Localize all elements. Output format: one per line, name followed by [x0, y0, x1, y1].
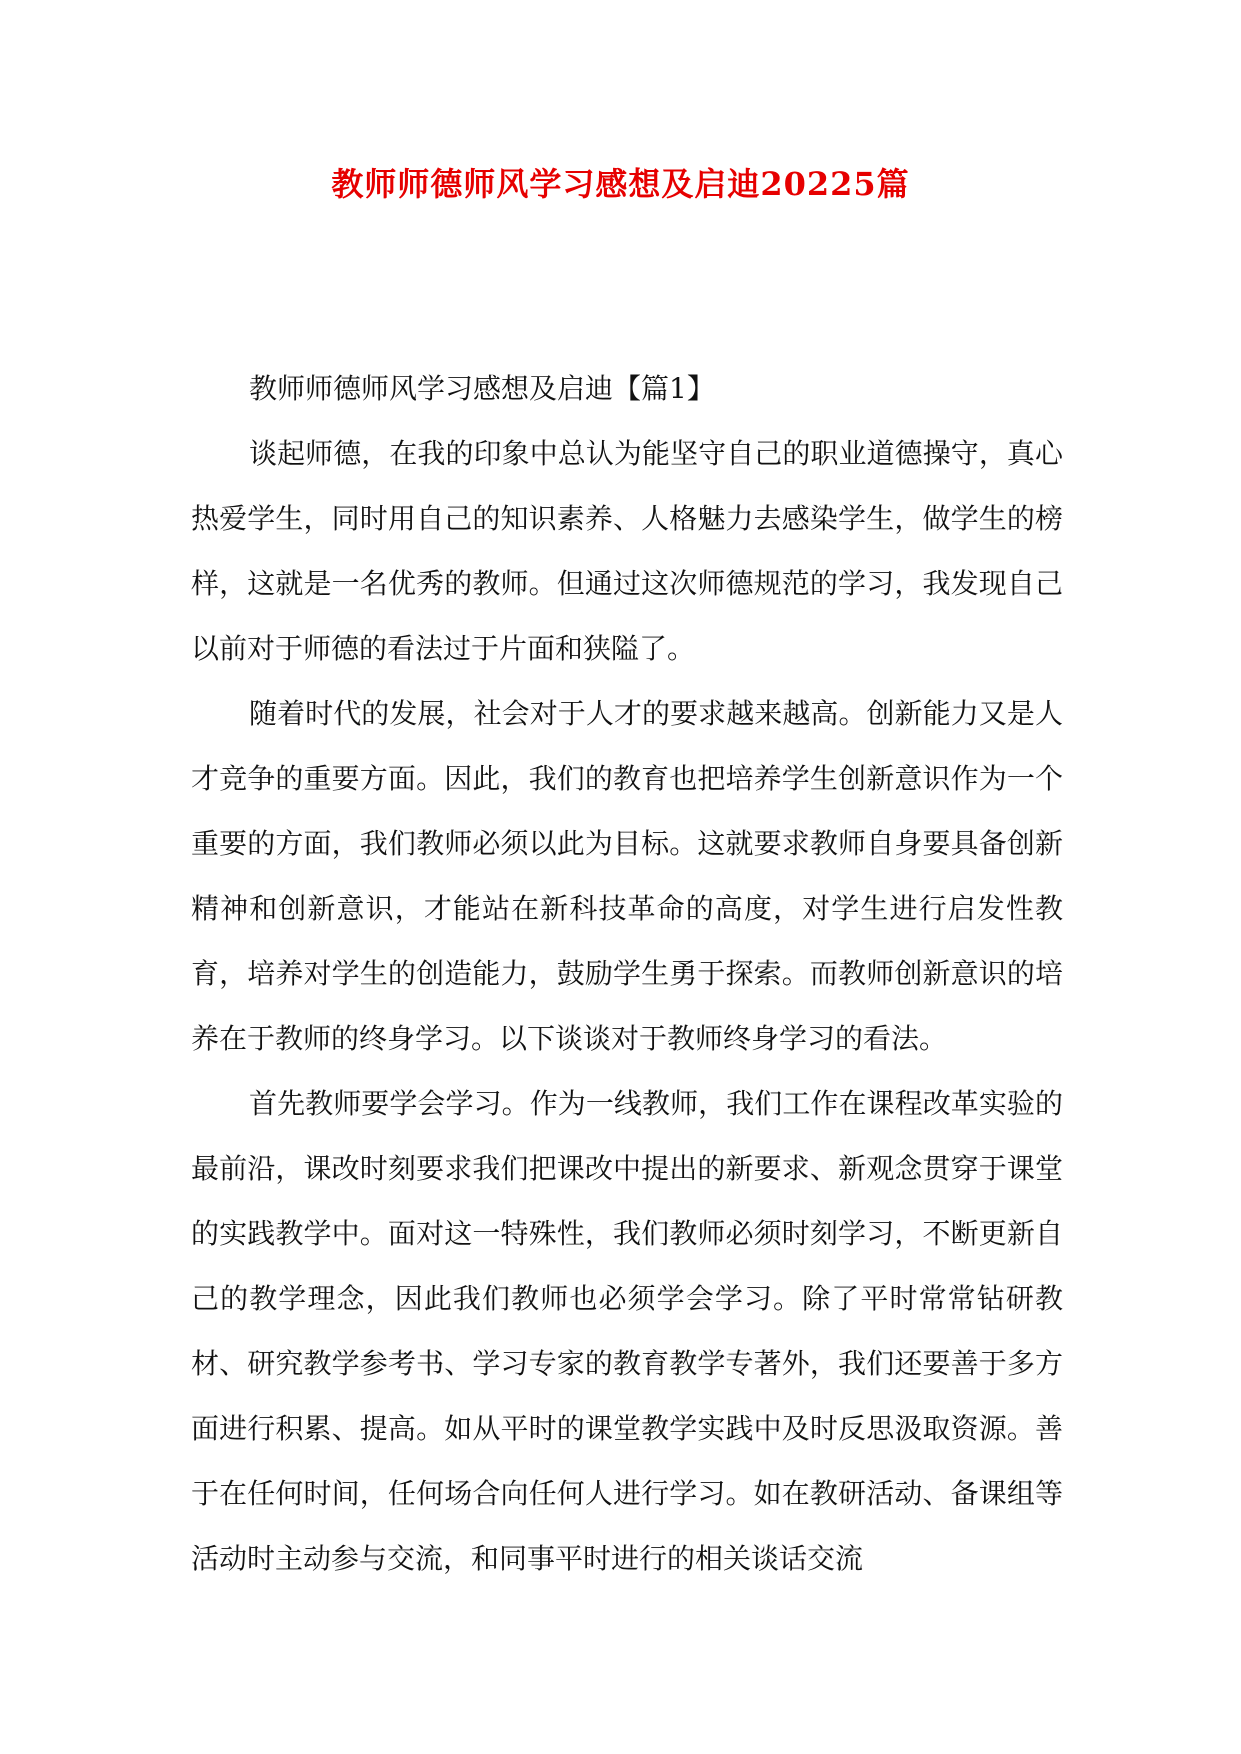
document-body	[191, 356, 1063, 1591]
paragraph-2: 随着时代的发展，社会对于人才的要求越来越高。创新能力又是人才竞争的重要方面。因此，我们的教育也把培养学生创新意识作为一个重要的方面，我们教师必须以此为目标。这就要求教师自身要具备创新精神和创新意识，才能站在新科技革命的高度，对学生进行启发性教育，培养对学生的创造能力，鼓励学生勇于探索。而教师创新意识的培养在于教师的终身学习。以下谈谈对于教师终身学习的看法。	[191, 697, 1063, 1055]
paragraph-3: 首先教师要学会学习。作为一线教师，我们工作在课程改革实验的最前沿，课改时刻要求我们把课改中提出的新要求、新观念贯穿于课堂的实践教学中。面对这一特殊性，我们教师必须时刻学习，不断更新自己的教学理念，因此我们教师也必须学会学习。除了平时常常钻研教材、研究教学参考书、学习专家的教育教学专著外，我们还要善于多方面进行积累、提高。如从平时的课堂教学实践中及时反思汲取资源。善于在任何时间，任何场合向任何人进行学习。如在教研活动、备课组等活动时主动参与交流，和同事平时进行的相关谈话交流	[191, 1087, 1063, 1575]
section-heading: 教师师德师风学习感想及启迪【篇1】	[249, 372, 715, 405]
document-title: 教师师德师风学习感想及启迪20225篇	[331, 165, 910, 203]
paragraph-1: 谈起师德，在我的印象中总认为能坚守自己的职业道德操守，真心热爱学生，同时用自己的知识素养、人格魅力去感染学生，做学生的榜样，这就是一名优秀的教师。但通过这次师德规范的学习，我发现自己以前对于师德的看法过于片面和狭隘了。	[191, 437, 1063, 665]
